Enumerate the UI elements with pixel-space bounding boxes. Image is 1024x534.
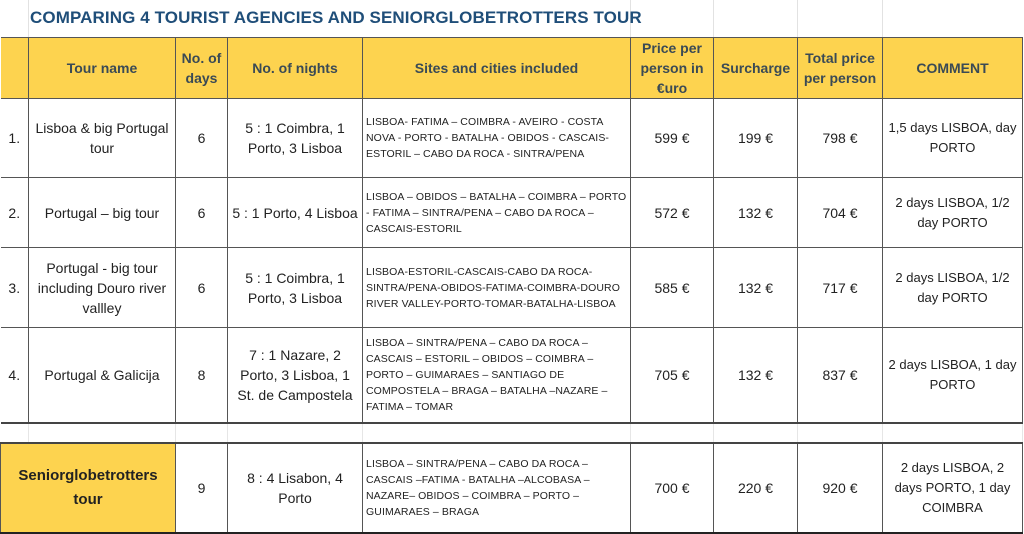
total-cell: 717 € xyxy=(798,248,883,328)
grid-line xyxy=(713,0,714,37)
nights-cell: 5 : 1 Porto, 4 Lisboa xyxy=(228,178,363,248)
price-cell: 700 € xyxy=(631,443,714,533)
row-index: 2. xyxy=(1,178,29,248)
days-cell: 6 xyxy=(176,99,228,178)
row-index: 3. xyxy=(1,248,29,328)
price-cell: 599 € xyxy=(631,99,714,178)
table-row xyxy=(1,328,1023,424)
header-surcharge: Surcharge xyxy=(714,38,798,99)
header-price: Price per person in €uro xyxy=(631,38,714,99)
spacer-row xyxy=(1,423,1023,443)
row-index: 4. xyxy=(1,328,29,424)
grid-line xyxy=(797,0,798,37)
nights-cell: 8 : 4 Lisabon, 4 Porto xyxy=(228,443,363,533)
grid-line xyxy=(28,0,29,37)
empty-cell xyxy=(798,423,883,443)
surcharge-cell: 199 € xyxy=(714,99,798,178)
senior-tour-name-cell: Seniorglobetrotters tour xyxy=(1,443,176,533)
price-cell: 572 € xyxy=(631,178,714,248)
empty-cell xyxy=(228,423,363,443)
tour-name-cell: Portugal - big tour including Douro river vallley xyxy=(29,248,176,328)
total-cell: 837 € xyxy=(798,328,883,424)
empty-cell xyxy=(714,423,798,443)
page-title: COMPARING 4 TOURIST AGENCIES AND SENIORGLOBETROTTERS TOUR xyxy=(30,8,642,27)
empty-cell xyxy=(631,423,714,443)
comment-cell: 2 days LISBOA, 1/2 day PORTO xyxy=(883,248,1023,328)
total-cell: 798 € xyxy=(798,99,883,178)
row-index: 1. xyxy=(1,99,29,178)
tour-name-cell: Portugal – big tour xyxy=(29,178,176,248)
comment-cell: 2 days LISBOA, 2 days PORTO, 1 day COIMBRA xyxy=(883,443,1023,533)
header-tour-name: Tour name xyxy=(29,38,176,99)
header-nights: No. of nights xyxy=(228,38,363,99)
price-cell: 705 € xyxy=(631,328,714,424)
sites-cell: LISBOA – SINTRA/PENA – CABO DA ROCA – CASCAIS – ESTORIL – OBIDOS – COIMBRA – PORTO – GUIMARAES – SANTIAGO DE COMPOSTELA – BRAGA – BATALHA –NAZARE – FATIMA – TOMAR xyxy=(363,328,631,424)
days-cell: 8 xyxy=(176,328,228,424)
header-comment: COMMENT xyxy=(883,38,1023,99)
table-row xyxy=(1,178,1023,248)
nights-cell: 5 : 1 Coimbra, 1 Porto, 3 Lisboa xyxy=(228,248,363,328)
empty-cell xyxy=(363,423,631,443)
header-sites: Sites and cities included xyxy=(363,38,631,99)
empty-cell xyxy=(883,423,1023,443)
total-cell: 704 € xyxy=(798,178,883,248)
empty-cell xyxy=(1,423,29,443)
nights-cell: 5 : 1 Coimbra, 1 Porto, 3 Lisboa xyxy=(228,99,363,178)
surcharge-cell: 132 € xyxy=(714,328,798,424)
price-cell: 585 € xyxy=(631,248,714,328)
empty-cell xyxy=(29,423,176,443)
days-cell: 9 xyxy=(176,443,228,533)
comment-cell: 2 days LISBOA, 1/2 day PORTO xyxy=(883,178,1023,248)
header-row xyxy=(1,38,1023,99)
header-total: Total price per person xyxy=(798,38,883,99)
surcharge-cell: 132 € xyxy=(714,178,798,248)
total-cell: 920 € xyxy=(798,443,883,533)
sites-cell: LISBOA – SINTRA/PENA – CABO DA ROCA – CASCAIS –FATIMA - BATALHA –ALCOBASA –NAZARE– OBIDOS – COIMBRA – PORTO – GUIMARAES – BRAGA xyxy=(363,443,631,533)
header-index xyxy=(1,38,29,99)
tour-name-cell: Lisboa & big Portugal tour xyxy=(29,99,176,178)
comparison-table xyxy=(0,37,1023,534)
sites-cell: LISBOA – OBIDOS – BATALHA – COIMBRA – PORTO - FATIMA – SINTRA/PENA – CABO DA ROCA – CASCAIS-ESTORIL xyxy=(363,178,631,248)
comment-cell: 1,5 days LISBOA, day PORTO xyxy=(883,99,1023,178)
nights-cell: 7 : 1 Nazare, 2 Porto, 3 Lisboa, 1 St. de Campostela xyxy=(228,328,363,424)
table-row xyxy=(1,248,1023,328)
surcharge-cell: 132 € xyxy=(714,248,798,328)
sites-cell: LISBOA- FATIMA – COIMBRA - AVEIRO - COSTA NOVA - PORTO - BATALHA - OBIDOS - CASCAIS-ESTORIL – CABO DA ROCA - SINTRA/PENA xyxy=(363,99,631,178)
tour-name-cell: Portugal & Galicija xyxy=(29,328,176,424)
comment-cell: 2 days LISBOA, 1 day PORTO xyxy=(883,328,1023,424)
sites-cell: LISBOA-ESTORIL-CASCAIS-CABO DA ROCA-SINTRA/PENA-OBIDOS-FATIMA-COIMBRA-DOURO RIVER VALLEY-PORTO-TOMAR-BATALHA-LISBOA xyxy=(363,248,631,328)
grid-line xyxy=(882,0,883,37)
surcharge-cell: 220 € xyxy=(714,443,798,533)
header-days: No. of days xyxy=(176,38,228,99)
empty-cell xyxy=(176,423,228,443)
days-cell: 6 xyxy=(176,178,228,248)
seniorglobetrotters-row xyxy=(1,443,1023,533)
days-cell: 6 xyxy=(176,248,228,328)
table-row xyxy=(1,99,1023,178)
